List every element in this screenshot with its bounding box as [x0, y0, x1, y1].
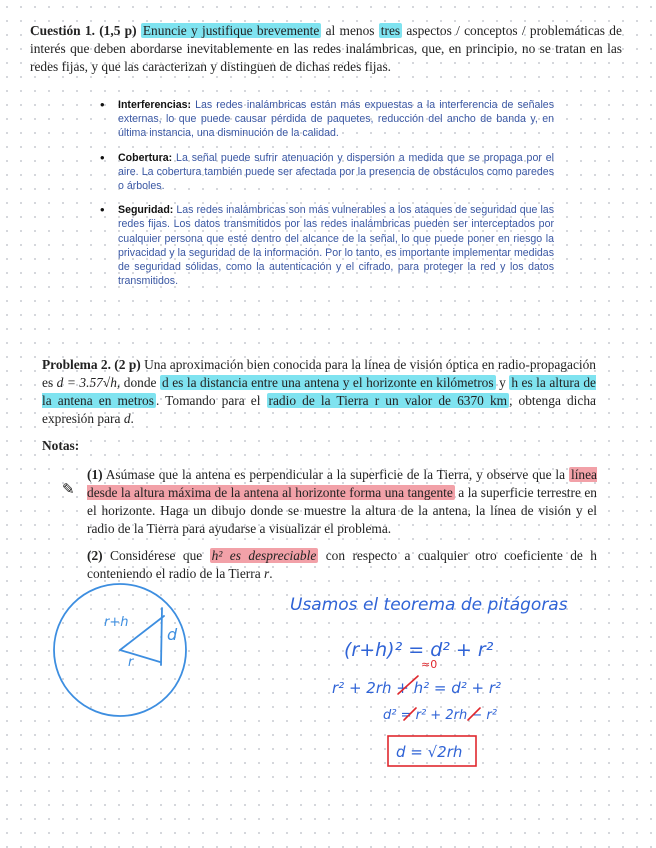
highlight-enuncie: Enuncie y justifique brevemente [142, 23, 320, 38]
solution-heading: Usamos el teorema de pitágoras [290, 595, 568, 615]
label-r: r [128, 655, 134, 670]
negligible-mark: ≈0 [421, 658, 438, 671]
label-d: d [167, 625, 178, 644]
problem-2-tomando: . Tomando para el [155, 393, 261, 408]
problem-2-donde: donde [123, 375, 157, 390]
highlight-tres: tres [380, 23, 401, 38]
problem-2-y: y [499, 375, 506, 390]
highlight-d-definition: d es la distancia entre una antena y el horizonte en kilómetros [162, 375, 494, 390]
problem-2-obtenga: , obtenga dicha expresión para [42, 393, 596, 426]
problem-2-var-d: d [123, 411, 131, 426]
note-2-label: (2) [87, 548, 103, 563]
problem-2-label: Problema 2. (2 p) [42, 357, 141, 372]
result-formula: d = √2rh [396, 743, 463, 761]
formula: d = 3.57√h, [56, 375, 121, 390]
label-r-plus-h: r+h [104, 615, 129, 630]
question-1-label: Cuestión 1. (1,5 p) [30, 23, 137, 38]
answer-term: Seguridad: [118, 204, 174, 217]
notes-title: Notas: [42, 438, 80, 453]
note-2-var-r: r [264, 566, 270, 581]
note-1-text-a: Asúmase que la antena es perpendicular a la superficie de la Tierra, y observe que la [105, 467, 566, 482]
pencil-mark: ✎ [62, 480, 75, 498]
highlight-h-squared: h² es despreciable [211, 548, 317, 563]
highlight-h-definition: h es la altura de la antena en metros [42, 375, 596, 408]
problem-2-text: Una aproximación bien conocida para la línea de visión óptica en radio-propagación es [42, 357, 597, 390]
equation-3: d² = r² + 2rh − r² [383, 708, 497, 723]
note-2-text-a: Considérese que [110, 548, 203, 563]
question-1-text: aspectos / conceptos / problemáticas de interés que deben abordarse inevitablemente en las redes inalámbricas, que, en principio, no se tratan en las redes fijas, y que las caracterizan y distinguen de dichas redes fijas. [30, 23, 622, 74]
problem-2-end: . [130, 411, 134, 426]
answer-text: La señal puede sufrir atenuación y dispersión a medida que se propaga por el aire. La cobertura también puede ser afectada por la presencia de obstáculos como paredes o árboles. [118, 151, 554, 193]
note-2-text-b: con respecto a cualquier otro coeficiente de h conteniendo el radio de la Tierra [87, 548, 597, 581]
answer-term: Interferencias: [118, 99, 192, 111]
answer-term: Cobertura: [118, 151, 173, 164]
radius-line-r [120, 650, 160, 662]
tangent-line-d [161, 608, 162, 665]
highlight-tangent: línea desde la altura máxima de la antena al horizonte forma una tangente [87, 467, 597, 500]
note-1-label: (1) [87, 467, 103, 482]
equation-1: (r+h)² = d² + r² [344, 639, 494, 661]
answer-text: Las redes inalámbricas están más expuestas a la interferencia de señales externas, lo que puede causar pérdida de paquetes, reducción del ancho de banda y, en última instancia, una disminución de la calidad. [118, 99, 554, 140]
answer-text: Las redes inalámbricas son más vulnerables a los ataques de seguridad que las redes fijas. Los datos transmitidos por las redes inalámbricas pueden ser interceptados por cualquier persona que esté dentro del alcance de la señal, lo que puede poner en riesgo la privacidad y la seguridad de la información. Por lo tanto, es importante implementar medidas de seguridad sólidas, como la autenticación y el cifrado, para proteger la red y los datos transmitidos. [118, 204, 554, 288]
question-1-text-al-menos: al menos [325, 23, 375, 38]
equation-2: r² + 2rh + h² = d² + r² [332, 679, 502, 697]
note-1-text-b: a la superficie terrestre en el horizonte. Haga un dibujo donde se muestre la altura de la antena, la línea de visión y el radio de la Tierra para ayudarse a visualizar el problema. [87, 485, 597, 536]
note-2-end: . [269, 566, 273, 581]
highlight-earth-radius: radio de la Tierra r un valor de 6370 km [268, 393, 508, 408]
